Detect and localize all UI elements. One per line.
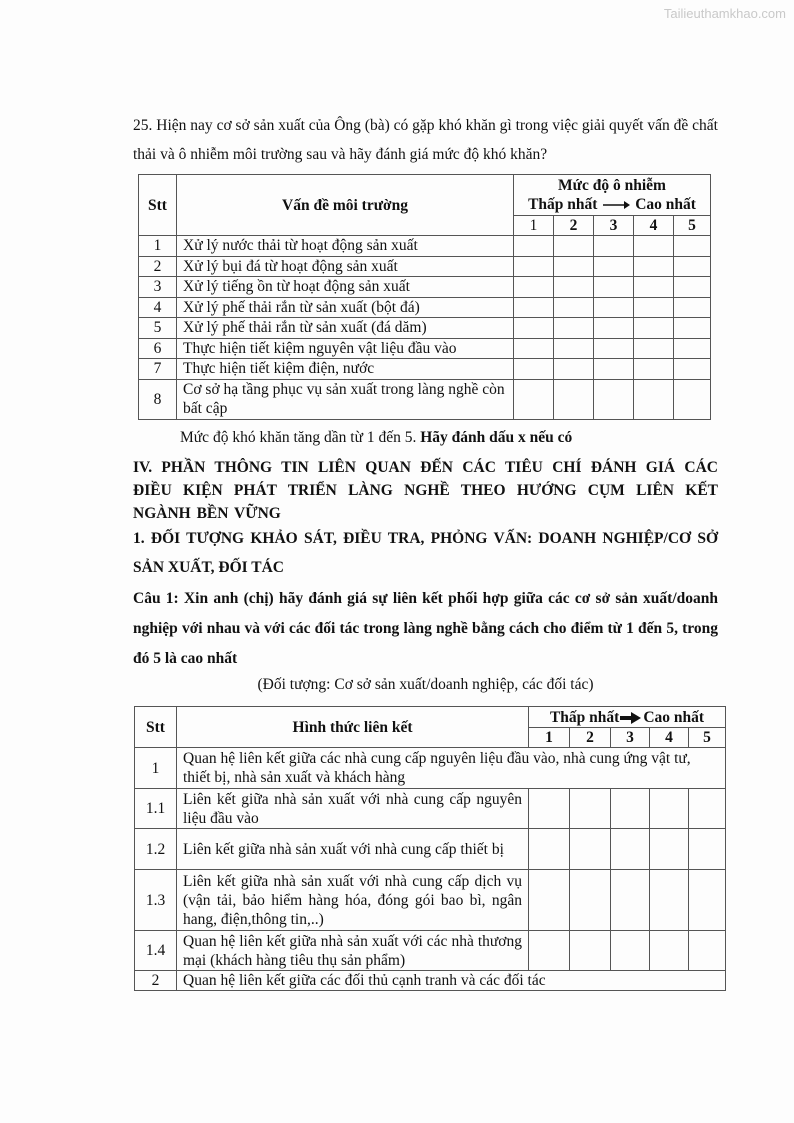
row-stt: 6 [139,338,177,359]
row-issue: Xử lý bụi đá từ hoạt động sản xuất [177,256,514,277]
score-cell[interactable] [554,236,594,257]
score-cell[interactable] [514,318,554,339]
header-low: Thấp nhất [549,708,620,726]
score-cell[interactable] [611,789,650,829]
score-cell[interactable] [650,931,689,971]
score-cell[interactable] [634,379,674,419]
header-high: Cao nhất [643,708,705,726]
score-cell[interactable] [689,789,726,829]
row-stt: 4 [139,297,177,318]
score-cell[interactable] [554,277,594,298]
header-stt: Stt [135,707,177,748]
score-cell[interactable] [611,829,650,870]
score-cell[interactable] [650,789,689,829]
score-cell[interactable] [689,931,726,971]
row-stt: 2 [135,971,177,991]
note-instruction: Hãy đánh dấu x nếu có [420,429,573,446]
row-issue: Thực hiện tiết kiệm nguyên vật liệu đầu vào [177,338,514,359]
score-cell[interactable] [594,359,634,380]
row-stt: 1 [135,748,177,789]
row-issue: Xử lý nước thải từ hoạt động sản xuất [177,236,514,257]
score-cell[interactable] [674,256,711,277]
score-header: 4 [650,728,689,748]
score-cell[interactable] [570,789,611,829]
row-issue: Cơ sở hạ tầng phục vụ sản xuất trong làng nghề còn bất cập [177,379,514,419]
header-low: Thấp nhất [528,196,598,213]
score-cell[interactable] [514,277,554,298]
header-level-title: Mức độ ô nhiễm [558,177,666,194]
score-header: 5 [674,216,711,236]
subsection-1-heading: 1. ĐỐI TƯỢNG KHẢO SÁT, ĐIỀU TRA, PHỎNG VẤN: DOANH NGHIỆP/CƠ SỞ SẢN XUẤT, ĐỐI TÁC [133,530,718,576]
score-cell[interactable] [650,870,689,931]
score-cell[interactable] [634,256,674,277]
score-cell[interactable] [529,870,570,931]
row-form: Liên kết giữa nhà sản xuất với nhà cung cấp nguyên liệu đầu vào [177,789,529,829]
score-cell[interactable] [689,829,726,870]
score-header: 1 [529,728,570,748]
environment-issues-table [138,174,711,420]
score-cell[interactable] [594,256,634,277]
score-cell[interactable] [611,931,650,971]
score-cell[interactable] [514,359,554,380]
score-cell[interactable] [674,297,711,318]
score-cell[interactable] [529,789,570,829]
score-cell[interactable] [594,338,634,359]
score-cell[interactable] [554,318,594,339]
score-header: 3 [611,728,650,748]
row-group-title: Quan hệ liên kết giữa các đối thủ cạnh tranh và các đối tác [177,971,726,991]
table-row [139,379,711,419]
score-cell[interactable] [554,359,594,380]
row-stt: 8 [139,379,177,419]
score-cell[interactable] [514,236,554,257]
difficulty-note [180,427,572,449]
header-scale [529,707,726,728]
score-cell[interactable] [674,318,711,339]
watermark: Tailieuthamkhao.com [663,6,786,21]
row-form: Quan hệ liên kết giữa nhà sản xuất với các nhà thương mại (khách hàng tiêu thụ sản phẩm) [177,931,529,971]
score-cell[interactable] [634,297,674,318]
score-cell[interactable] [674,277,711,298]
row-group-title: Quan hệ liên kết giữa các nhà cung cấp nguyên liệu đầu vào, nhà cung ứng vật tư, thiết bị, nhà sản xuất và khách hàng [177,748,726,789]
score-cell[interactable] [634,318,674,339]
row-stt: 1.4 [135,931,177,971]
header-stt: Stt [139,175,177,236]
row-form: Liên kết giữa nhà sản xuất với nhà cung cấp dịch vụ (vận tải, bảo hiểm hàng hóa, đóng gói bao bì, ngân hang, điện,thông tin,..) [177,870,529,931]
row-stt: 1.1 [135,789,177,829]
survey-subject: (Đối tượng: Cơ sở sản xuất/doanh nghiệp, các đối tác) [257,676,594,693]
score-header: 2 [554,216,594,236]
row-stt: 3 [139,277,177,298]
score-cell[interactable] [554,256,594,277]
row-stt: 5 [139,318,177,339]
score-cell[interactable] [514,297,554,318]
header-level [514,175,711,216]
score-cell[interactable] [594,297,634,318]
question-1: Câu 1: Xin anh (chị) hãy đánh giá sự liên kết phối hợp giữa các cơ sở sản xuất/doanh nghiệp với nhau và với các đối tác trong làng nghề bằng cách cho điểm từ 1 đến 5, trong đó 5 là cao nhất [133,590,718,667]
score-cell[interactable] [674,379,711,419]
score-cell[interactable] [514,338,554,359]
row-stt: 2 [139,256,177,277]
table-row [139,338,711,359]
score-cell[interactable] [554,338,594,359]
row-issue: Thực hiện tiết kiệm điện, nước [177,359,514,380]
score-cell[interactable] [689,870,726,931]
score-cell[interactable] [634,338,674,359]
row-issue: Xử lý tiếng ồn từ hoạt động sản xuất [177,277,514,298]
score-cell[interactable] [570,870,611,931]
score-header: 2 [570,728,611,748]
row-stt: 1 [139,236,177,257]
linkage-forms-table [134,706,726,991]
table-row [139,318,711,339]
score-header: 1 [514,216,554,236]
score-cell[interactable] [674,236,711,257]
score-cell[interactable] [529,829,570,870]
score-header: 3 [594,216,634,236]
score-header: 4 [634,216,674,236]
table-row [139,236,711,257]
table-row [135,789,726,829]
table-row [135,748,726,789]
score-cell[interactable] [570,931,611,971]
arrow-right-icon [619,711,643,725]
table-row [139,359,711,380]
table-row [135,870,726,931]
score-cell[interactable] [634,359,674,380]
table-row [135,971,726,991]
score-cell[interactable] [634,277,674,298]
score-cell[interactable] [634,236,674,257]
score-cell[interactable] [611,870,650,931]
row-form: Liên kết giữa nhà sản xuất với nhà cung cấp thiết bị [177,829,529,870]
score-cell[interactable] [514,256,554,277]
header-high: Cao nhất [635,196,696,213]
score-cell[interactable] [650,829,689,870]
arrow-right-icon [601,200,631,210]
score-cell[interactable] [570,829,611,870]
row-issue: Xử lý phế thải rắn từ sản xuất (bột đá) [177,297,514,318]
score-cell[interactable] [594,379,634,419]
row-stt: 7 [139,359,177,380]
score-cell[interactable] [674,338,711,359]
header-issue: Vấn đề môi trường [177,175,514,236]
table-row [139,297,711,318]
section-iv-heading: IV. PHẦN THÔNG TIN LIÊN QUAN ĐẾN CÁC TIÊU CHÍ ĐÁNH GIÁ CÁC ĐIỀU KIỆN PHÁT TRIỂN LÀNG NGHỀ THEO HƯỚNG CỤM LIÊN KẾT NGÀNH BỀN VỮNG [133,459,718,522]
table-row [135,829,726,870]
table-row [139,277,711,298]
score-header: 5 [689,728,726,748]
score-cell[interactable] [594,318,634,339]
score-cell[interactable] [674,359,711,380]
score-cell[interactable] [594,277,634,298]
row-stt: 1.3 [135,870,177,931]
score-cell[interactable] [554,379,594,419]
table-row [135,931,726,971]
score-cell[interactable] [529,931,570,971]
question-25: 25. Hiện nay cơ sở sản xuất của Ông (bà) có gặp khó khăn gì trong việc giải quyết vấn đề chất thải và ô nhiễm môi trường sau và hãy đánh giá mức độ khó khăn? [133,117,718,163]
score-cell[interactable] [554,297,594,318]
score-cell[interactable] [594,236,634,257]
score-cell[interactable] [514,379,554,419]
row-stt: 1.2 [135,829,177,870]
note-text: Mức độ khó khăn tăng dần từ 1 đến 5. [180,429,417,446]
header-form: Hình thức liên kết [177,707,529,748]
row-issue: Xử lý phế thải rắn từ sản xuất (đá dăm) [177,318,514,339]
table-row [139,256,711,277]
